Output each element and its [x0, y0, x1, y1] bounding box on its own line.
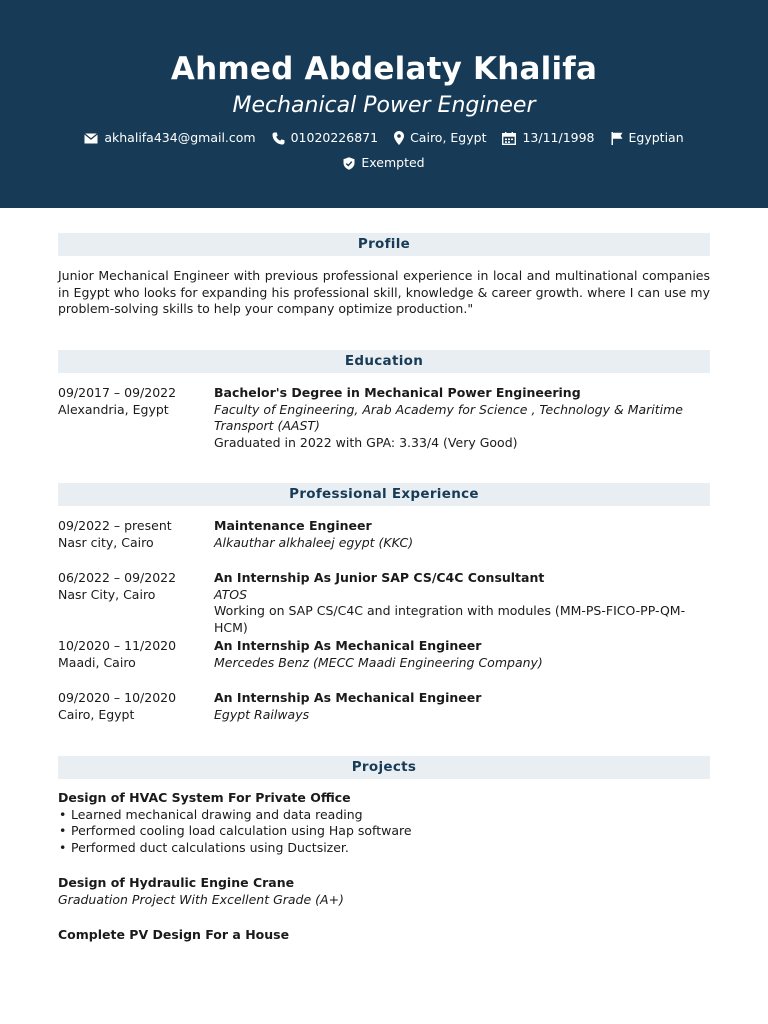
- profile-summary: Junior Mechanical Engineer with previous professional experience in local and multinational companies in Egypt who looks for expanding his professional skill, knowledge & career growth. where I can use my problem-solving skills to help your company optimize production.": [58, 268, 710, 316]
- entry-dates: 09/2022 – present: [58, 518, 172, 533]
- project-title: Design of HVAC System For Private Office: [58, 790, 351, 805]
- entry-location: Cairo, Egypt: [58, 706, 135, 722]
- project-entry: [58, 790, 710, 856]
- entry-dates: 09/2020 – 10/2020: [58, 690, 177, 705]
- entry-title: Bachelor's Degree in Mechanical Power Engineering: [214, 385, 581, 400]
- section-title-education: Education: [58, 350, 710, 373]
- contact-row-2: [0, 153, 768, 173]
- contact-email[interactable]: [84, 130, 255, 147]
- project-bullet: • Performed duct calculations using Ductsizer.: [58, 840, 710, 857]
- candidate-title: Mechanical Power Engineer: [232, 93, 536, 118]
- project-title: Design of Hydraulic Engine Crane: [58, 875, 295, 890]
- entry-dates: 10/2020 – 11/2020: [58, 638, 177, 653]
- entry-company: Mercedes Benz (MECC Maadi Engineering Company): [214, 654, 543, 670]
- contact-row: [0, 128, 768, 148]
- project-entry: [58, 927, 710, 944]
- contact-military-status: [343, 155, 424, 172]
- project-bullet: • Performed cooling load calculation using Hap software: [58, 823, 710, 840]
- shield-icon: [343, 157, 355, 170]
- entry-company: Egypt Railways: [214, 706, 310, 722]
- contact-nationality: [611, 130, 684, 147]
- section-title-experience: Professional Experience: [58, 483, 710, 506]
- entry-title: An Internship As Mechanical Engineer: [214, 638, 482, 653]
- contact-birthdate: [502, 130, 594, 147]
- phone-text: 01020226871: [290, 129, 379, 145]
- phone-icon: [272, 132, 285, 145]
- resume-header: [0, 0, 768, 208]
- entry-title: An Internship As Junior SAP CS/C4C Consultant: [214, 570, 545, 585]
- entry-title: Maintenance Engineer: [214, 518, 372, 533]
- contact-location: [394, 130, 486, 147]
- entry-location: Nasr city, Cairo: [58, 534, 154, 550]
- flag-icon: [611, 132, 623, 145]
- email-text: akhalifa434@gmail.com: [104, 129, 256, 145]
- birthdate-text: 13/11/1998: [522, 129, 595, 145]
- entry-company: ATOS: [214, 586, 248, 602]
- entry-location: Alexandria, Egypt: [58, 401, 169, 417]
- location-text: Cairo, Egypt: [410, 129, 487, 145]
- entry-location: Nasr City, Cairo: [58, 586, 156, 602]
- section-title-projects: Projects: [58, 756, 710, 779]
- entry-dates: 06/2022 – 09/2022: [58, 570, 177, 585]
- project-bullet-list: [58, 807, 710, 857]
- envelope-icon: [84, 133, 98, 144]
- entry-company: Alkauthar alkhaleej egypt (KKC): [214, 534, 414, 550]
- calendar-icon: [502, 132, 516, 145]
- nationality-text: Egyptian: [628, 129, 684, 145]
- entry-title: An Internship As Mechanical Engineer: [214, 690, 482, 705]
- contact-phone[interactable]: [272, 130, 378, 147]
- section-title-profile: Profile: [58, 233, 710, 256]
- map-pin-icon: [394, 131, 404, 145]
- entry-dates: 09/2017 – 09/2022: [58, 385, 177, 400]
- entry-detail: Graduated in 2022 with GPA: 3.33/4 (Very Good): [214, 434, 518, 450]
- project-subtitle: Graduation Project With Excellent Grade (A+): [58, 891, 344, 907]
- entry-institution: Faculty of Engineering, Arab Academy for Science , Technology & Maritime Transport (AAST): [214, 401, 684, 433]
- project-bullet: • Learned mechanical drawing and data reading: [58, 807, 710, 824]
- project-title: Complete PV Design For a House: [58, 927, 290, 942]
- military-status-text: Exempted: [361, 154, 425, 170]
- entry-detail: Working on SAP CS/C4C and integration with modules (MM-PS-FICO-PP-QM-HCM): [214, 603, 686, 635]
- candidate-name: Ahmed Abdelaty Khalifa: [170, 51, 598, 87]
- entry-location: Maadi, Cairo: [58, 654, 136, 670]
- project-entry: [58, 875, 710, 908]
